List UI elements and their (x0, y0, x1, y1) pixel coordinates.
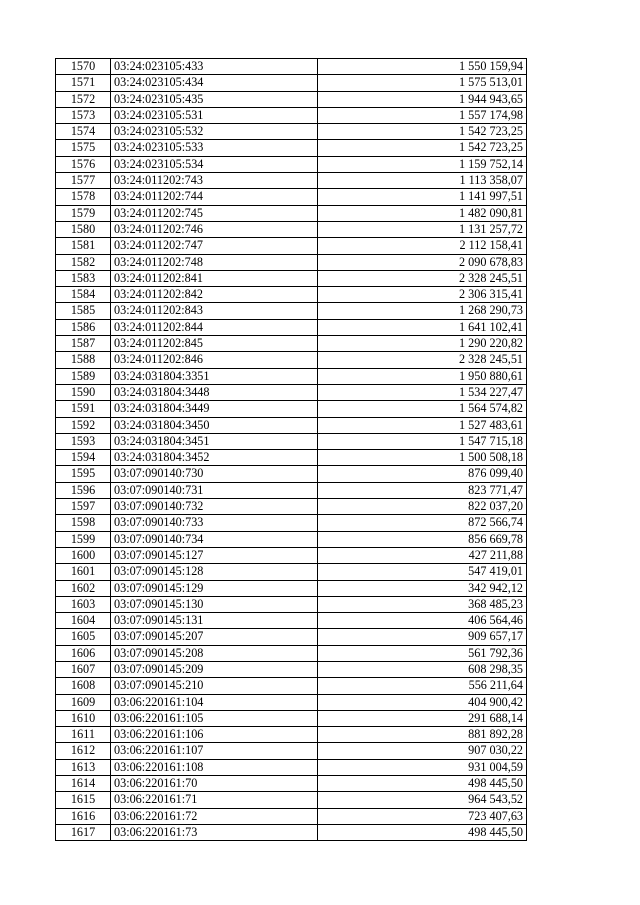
row-number-cell: 1577 (56, 173, 111, 189)
table-row (56, 254, 527, 270)
table-row (56, 59, 527, 75)
table-row (56, 270, 527, 286)
cadastral-value-cell: 964 543,52 (318, 792, 527, 808)
cadastral-value-cell: 608 298,35 (318, 661, 527, 677)
cadastral-number-cell: 03:24:031804:3351 (111, 368, 318, 384)
row-number-cell: 1578 (56, 189, 111, 205)
cadastral-value-cell: 1 944 943,65 (318, 91, 527, 107)
row-number-cell: 1611 (56, 727, 111, 743)
table-row (56, 661, 527, 677)
table-row (56, 776, 527, 792)
cadastral-value-cell: 556 211,64 (318, 678, 527, 694)
cadastral-value-cell: 1 641 102,41 (318, 319, 527, 335)
cadastral-number-cell: 03:07:090145:131 (111, 613, 318, 629)
cadastral-value-cell: 406 564,46 (318, 613, 527, 629)
cadastral-value-cell: 907 030,22 (318, 743, 527, 759)
table-row (56, 433, 527, 449)
table-row (56, 743, 527, 759)
cadastral-value-cell: 1 500 508,18 (318, 450, 527, 466)
cadastral-number-cell: 03:24:011202:846 (111, 352, 318, 368)
table-row (56, 368, 527, 384)
cadastral-value-cell: 1 550 159,94 (318, 59, 527, 75)
table-row (56, 678, 527, 694)
cadastral-value-cell: 1 290 220,82 (318, 336, 527, 352)
cadastral-number-cell: 03:07:090145:210 (111, 678, 318, 694)
cadastral-value-cell: 931 004,59 (318, 759, 527, 775)
row-number-cell: 1573 (56, 107, 111, 123)
cadastral-value-cell: 723 407,63 (318, 808, 527, 824)
table-row (56, 336, 527, 352)
cadastral-value-cell: 1 159 752,14 (318, 156, 527, 172)
row-number-cell: 1599 (56, 531, 111, 547)
row-number-cell: 1610 (56, 710, 111, 726)
table-row (56, 352, 527, 368)
table-row (56, 287, 527, 303)
row-number-cell: 1609 (56, 694, 111, 710)
table-row (56, 319, 527, 335)
cadastral-number-cell: 03:24:031804:3451 (111, 433, 318, 449)
cadastral-number-cell: 03:24:011202:748 (111, 254, 318, 270)
row-number-cell: 1597 (56, 499, 111, 515)
row-number-cell: 1603 (56, 596, 111, 612)
cadastral-value-cell: 822 037,20 (318, 499, 527, 515)
cadastral-number-cell: 03:06:220161:71 (111, 792, 318, 808)
table-row (56, 645, 527, 661)
cadastral-number-cell: 03:06:220161:73 (111, 824, 318, 840)
table-row (56, 124, 527, 140)
table-row (56, 221, 527, 237)
cadastral-number-cell: 03:24:011202:844 (111, 319, 318, 335)
cadastral-number-cell: 03:07:090145:127 (111, 547, 318, 563)
cadastral-value-cell: 1 482 090,81 (318, 205, 527, 221)
cadastral-number-cell: 03:06:220161:106 (111, 727, 318, 743)
table-row (56, 189, 527, 205)
table-row (56, 450, 527, 466)
table-row (56, 238, 527, 254)
cadastral-number-cell: 03:06:220161:72 (111, 808, 318, 824)
cadastral-value-cell: 1 268 290,73 (318, 303, 527, 319)
table-row (56, 808, 527, 824)
row-number-cell: 1614 (56, 776, 111, 792)
row-number-cell: 1591 (56, 401, 111, 417)
cadastral-number-cell: 03:06:220161:107 (111, 743, 318, 759)
table-row (56, 531, 527, 547)
cadastral-number-cell: 03:24:011202:745 (111, 205, 318, 221)
cadastral-number-cell: 03:07:090140:733 (111, 515, 318, 531)
row-number-cell: 1575 (56, 140, 111, 156)
row-number-cell: 1596 (56, 482, 111, 498)
row-number-cell: 1593 (56, 433, 111, 449)
table-row (56, 107, 527, 123)
cadastral-value-cell: 404 900,42 (318, 694, 527, 710)
row-number-cell: 1579 (56, 205, 111, 221)
cadastral-value-cell: 1 564 574,82 (318, 401, 527, 417)
row-number-cell: 1588 (56, 352, 111, 368)
cadastral-number-cell: 03:24:011202:744 (111, 189, 318, 205)
table-row (56, 727, 527, 743)
cadastral-value-cell: 1 542 723,25 (318, 124, 527, 140)
row-number-cell: 1587 (56, 336, 111, 352)
cadastral-number-cell: 03:24:011202:841 (111, 270, 318, 286)
table-row (56, 629, 527, 645)
cadastral-value-cell: 1 131 257,72 (318, 221, 527, 237)
cadastral-number-cell: 03:24:031804:3450 (111, 417, 318, 433)
row-number-cell: 1612 (56, 743, 111, 759)
row-number-cell: 1598 (56, 515, 111, 531)
table-row (56, 564, 527, 580)
cadastral-number-cell: 03:24:011202:842 (111, 287, 318, 303)
row-number-cell: 1606 (56, 645, 111, 661)
cadastral-value-cell: 1 113 358,07 (318, 173, 527, 189)
cadastral-number-cell: 03:24:011202:747 (111, 238, 318, 254)
row-number-cell: 1574 (56, 124, 111, 140)
table-row (56, 417, 527, 433)
cadastral-number-cell: 03:24:011202:746 (111, 221, 318, 237)
cadastral-value-cell: 823 771,47 (318, 482, 527, 498)
cadastral-number-cell: 03:07:090145:208 (111, 645, 318, 661)
row-number-cell: 1608 (56, 678, 111, 694)
cadastral-value-cell: 1 542 723,25 (318, 140, 527, 156)
table-row (56, 140, 527, 156)
row-number-cell: 1600 (56, 547, 111, 563)
cadastral-value-cell: 872 566,74 (318, 515, 527, 531)
cadastral-number-cell: 03:24:011202:845 (111, 336, 318, 352)
cadastral-value-cell: 1 527 483,61 (318, 417, 527, 433)
row-number-cell: 1607 (56, 661, 111, 677)
cadastral-value-cell: 547 419,01 (318, 564, 527, 580)
cadastral-value-cell: 427 211,88 (318, 547, 527, 563)
table-row (56, 303, 527, 319)
table-row (56, 75, 527, 91)
cadastral-value-cell: 1 950 880,61 (318, 368, 527, 384)
table-row (56, 515, 527, 531)
row-number-cell: 1594 (56, 450, 111, 466)
cadastral-value-cell: 1 557 174,98 (318, 107, 527, 123)
cadastral-number-cell: 03:24:023105:435 (111, 91, 318, 107)
table-row (56, 91, 527, 107)
table-row (56, 499, 527, 515)
row-number-cell: 1617 (56, 824, 111, 840)
table-row (56, 759, 527, 775)
cadastral-number-cell: 03:07:090140:731 (111, 482, 318, 498)
cadastral-number-cell: 03:24:031804:3449 (111, 401, 318, 417)
registry-table-body (56, 59, 527, 841)
table-row (56, 824, 527, 840)
table-row (56, 792, 527, 808)
cadastral-number-cell: 03:24:023105:433 (111, 59, 318, 75)
row-number-cell: 1595 (56, 466, 111, 482)
row-number-cell: 1604 (56, 613, 111, 629)
cadastral-value-cell: 1 547 715,18 (318, 433, 527, 449)
table-row (56, 156, 527, 172)
cadastral-value-cell: 909 657,17 (318, 629, 527, 645)
row-number-cell: 1615 (56, 792, 111, 808)
cadastral-value-cell: 498 445,50 (318, 776, 527, 792)
cadastral-value-cell: 1 534 227,47 (318, 384, 527, 400)
cadastral-number-cell: 03:24:023105:534 (111, 156, 318, 172)
cadastral-number-cell: 03:06:220161:105 (111, 710, 318, 726)
row-number-cell: 1581 (56, 238, 111, 254)
cadastral-value-cell: 368 485,23 (318, 596, 527, 612)
cadastral-value-cell: 881 892,28 (318, 727, 527, 743)
table-row (56, 482, 527, 498)
row-number-cell: 1590 (56, 384, 111, 400)
table-row (56, 710, 527, 726)
cadastral-value-cell: 876 099,40 (318, 466, 527, 482)
cadastral-value-cell: 856 669,78 (318, 531, 527, 547)
row-number-cell: 1576 (56, 156, 111, 172)
cadastral-number-cell: 03:06:220161:108 (111, 759, 318, 775)
table-row (56, 401, 527, 417)
cadastral-number-cell: 03:07:090145:207 (111, 629, 318, 645)
table-row (56, 205, 527, 221)
cadastral-value-cell: 498 445,50 (318, 824, 527, 840)
table-row (56, 694, 527, 710)
cadastral-number-cell: 03:24:031804:3452 (111, 450, 318, 466)
cadastral-number-cell: 03:06:220161:70 (111, 776, 318, 792)
table-row (56, 384, 527, 400)
row-number-cell: 1583 (56, 270, 111, 286)
cadastral-number-cell: 03:24:031804:3448 (111, 384, 318, 400)
cadastral-number-cell: 03:07:090145:209 (111, 661, 318, 677)
cadastral-value-cell: 2 306 315,41 (318, 287, 527, 303)
row-number-cell: 1601 (56, 564, 111, 580)
cadastral-number-cell: 03:07:090140:732 (111, 499, 318, 515)
cadastral-number-cell: 03:24:023105:532 (111, 124, 318, 140)
cadastral-number-cell: 03:24:023105:533 (111, 140, 318, 156)
cadastral-value-cell: 342 942,12 (318, 580, 527, 596)
row-number-cell: 1580 (56, 221, 111, 237)
row-number-cell: 1616 (56, 808, 111, 824)
cadastral-number-cell: 03:07:090140:730 (111, 466, 318, 482)
table-row (56, 613, 527, 629)
row-number-cell: 1584 (56, 287, 111, 303)
cadastral-value-cell: 2 328 245,51 (318, 270, 527, 286)
table-row (56, 547, 527, 563)
cadastral-value-cell: 1 575 513,01 (318, 75, 527, 91)
row-number-cell: 1602 (56, 580, 111, 596)
table-row (56, 173, 527, 189)
cadastral-number-cell: 03:07:090145:128 (111, 564, 318, 580)
row-number-cell: 1589 (56, 368, 111, 384)
row-number-cell: 1585 (56, 303, 111, 319)
cadastral-number-cell: 03:07:090140:734 (111, 531, 318, 547)
cadastral-number-cell: 03:24:023105:434 (111, 75, 318, 91)
cadastral-number-cell: 03:24:011202:843 (111, 303, 318, 319)
cadastral-number-cell: 03:24:011202:743 (111, 173, 318, 189)
table-row (56, 596, 527, 612)
cadastral-number-cell: 03:24:023105:531 (111, 107, 318, 123)
cadastral-value-cell: 561 792,36 (318, 645, 527, 661)
table-row (56, 466, 527, 482)
registry-table (55, 58, 527, 841)
cadastral-value-cell: 291 688,14 (318, 710, 527, 726)
cadastral-value-cell: 2 112 158,41 (318, 238, 527, 254)
row-number-cell: 1572 (56, 91, 111, 107)
row-number-cell: 1582 (56, 254, 111, 270)
row-number-cell: 1571 (56, 75, 111, 91)
row-number-cell: 1605 (56, 629, 111, 645)
cadastral-number-cell: 03:06:220161:104 (111, 694, 318, 710)
row-number-cell: 1613 (56, 759, 111, 775)
row-number-cell: 1586 (56, 319, 111, 335)
cadastral-value-cell: 1 141 997,51 (318, 189, 527, 205)
cadastral-number-cell: 03:07:090145:129 (111, 580, 318, 596)
row-number-cell: 1570 (56, 59, 111, 75)
cadastral-value-cell: 2 328 245,51 (318, 352, 527, 368)
row-number-cell: 1592 (56, 417, 111, 433)
cadastral-number-cell: 03:07:090145:130 (111, 596, 318, 612)
table-row (56, 580, 527, 596)
cadastral-value-cell: 2 090 678,83 (318, 254, 527, 270)
